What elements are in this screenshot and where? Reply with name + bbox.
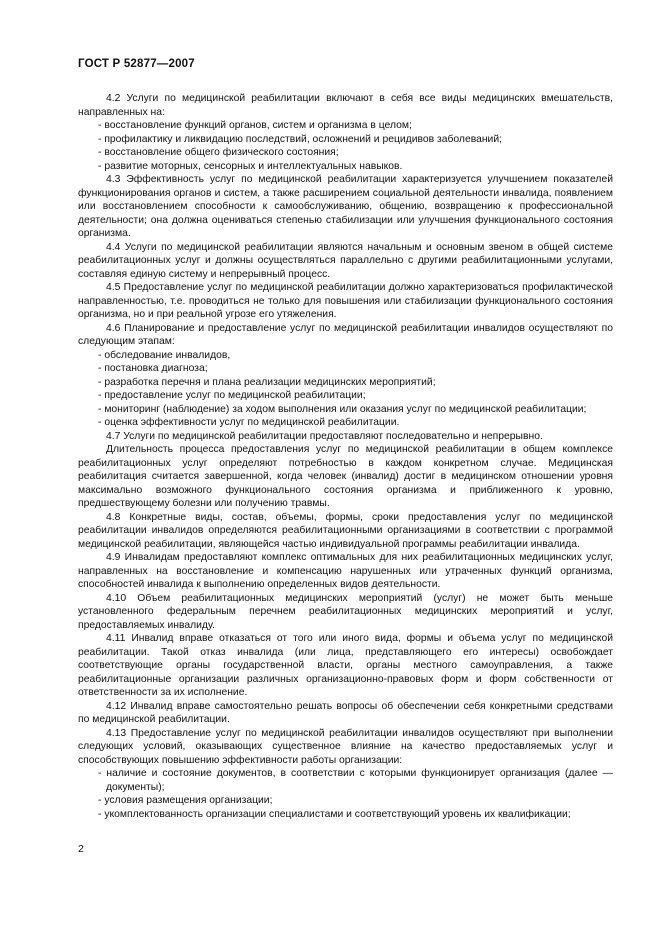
paragraph-4-5: 4.5 Предоставление услуг по медицинской реабилитации должно характеризоваться профилактической направленностью, т.е. проводиться не только для повышения или стабилизации функционального состояния организма, но и при реальной угрозе его утяжеления. [78, 282, 613, 320]
list-item: - оценка эффективности услуг по медицинской реабилитации. [98, 417, 400, 428]
paragraph-4-11: 4.11 Инвалид вправе отказаться от того или иного вида, формы и объема услуг по медицинской реабилитации. Такой отказ инвалида (или лица, представляющего его интересы) освобождает соответствующие органы государственной власти, органы местного самоуправления, а также реабилитационные организации различных организационно-правовых форм и форм собственности от ответственности за их исполнение. [78, 633, 613, 698]
paragraph-4-7: 4.7 Услуги по медицинской реабилитации предоставляют последовательно и непрерывно. [106, 430, 543, 442]
paragraph-4-8: 4.8 Конкретные виды, состав, объемы, формы, сроки предоставления услуг по медицинской реабилитации инвалидов определяются реабилитационными организациями в соответствии с программой медицинской реабилитации, являющейся частью индивидуальной программы реабилитации инвалида. [78, 511, 613, 550]
document-header: ГОСТ Р 52877—2007 [78, 58, 195, 70]
paragraph-4-2: 4.2 Услуги по медицинской реабилитации включают в себя все виды медицинских вмешательств, направленных на: [78, 93, 613, 118]
list-item: - укомплектованность организации специалистами и соответствующий уровень их квалификации; [98, 808, 571, 820]
list-item: - обследование инвалидов, [98, 349, 231, 361]
document-body [78, 92, 613, 821]
list-item: - условия размещения организации; [98, 795, 273, 806]
list-item: - восстановление общего физического состояния; [98, 147, 339, 158]
list-item: - постановка диагноза; [98, 363, 208, 374]
list-item: - развитие моторных, сенсорных и интеллектуальных навыков. [98, 160, 403, 172]
paragraph-4-3: 4.3 Эффективность услуг по медицинской реабилитации характеризуется улучшением показателей функционирования органов и систем, а также расширением социальной деятельности инвалида, появлением или восстановлением способности к самообслуживанию, общению, возвращению к профессиональной деятельности; она должна оцениваться степенью стабилизации или улучшения функционального состояния организма. [78, 174, 613, 239]
paragraph-4-12: 4.12 Инвалид вправе самостоятельно решать вопросы об обеспечении себя конкретными средствами по медицинской реабилитации. [78, 700, 613, 725]
paragraph-duration: Длительность процесса предоставления услуг по медицинской реабилитации в общем комплексе реабилитационных услуг определяют потребностью в каждом конкретном случае. Медицинская реабилитация считается завершенной, когда человек (инвалид) достиг в медицинском отношении уровня максимально возможного функционального состояния организма и приближенного к уровню, предшествующему болезни или получению травмы. [78, 444, 613, 509]
page-number: 2 [78, 843, 84, 855]
paragraph-4-4: 4.4 Услуги по медицинской реабилитации являются начальным и основным звеном в общей системе реабилитационных услуг и должны осуществляться параллельно с другими реабилитационными услугами, составляя единую систему и непрерывный процесс. [78, 241, 613, 280]
list-item: - восстановление функций органов, систем и организма в целом; [98, 120, 412, 131]
paragraph-4-6: 4.6 Планирование и предоставление услуг по медицинской реабилитации инвалидов осуществляют по следующим этапам: [78, 322, 613, 347]
list-item: - профилактику и ликвидацию последствий, осложнений и рецидивов заболеваний; [98, 133, 502, 145]
list-item: - наличие и состояние документов, в соответствии с которыми функционирует организация (далее — документы); [98, 768, 613, 793]
paragraph-4-10: 4.10 Объем реабилитационных медицинских мероприятий (услуг) не может быть меньше установленного федеральным перечнем реабилитационных медицинских мероприятий и услуг, предоставляемых инвалиду. [78, 592, 613, 631]
list-item: - предоставление услуг по медицинской реабилитации; [98, 390, 366, 401]
paragraph-4-9: 4.9 Инвалидам предоставляют комплекс оптимальных для них реабилитационных медицинских услуг, направленных на восстановление и компенсацию нарушенных или утраченных функций организма, способностей инвалида к выполнению определенных видов деятельности. [78, 552, 613, 590]
list-item: - разработка перечня и плана реализации медицинских мероприятий; [98, 376, 436, 388]
list-item: - мониторинг (наблюдение) за ходом выполнения или оказания услуг по медицинской реабилитации; [98, 403, 587, 415]
paragraph-4-13: 4.13 Предоставление услуг по медицинской реабилитации инвалидов осуществляют при выполнении следующих условий, оказывающих существенное влияние на качество предоставляемых услуг и способствующих повышению эффективности работы организации: [78, 727, 613, 766]
